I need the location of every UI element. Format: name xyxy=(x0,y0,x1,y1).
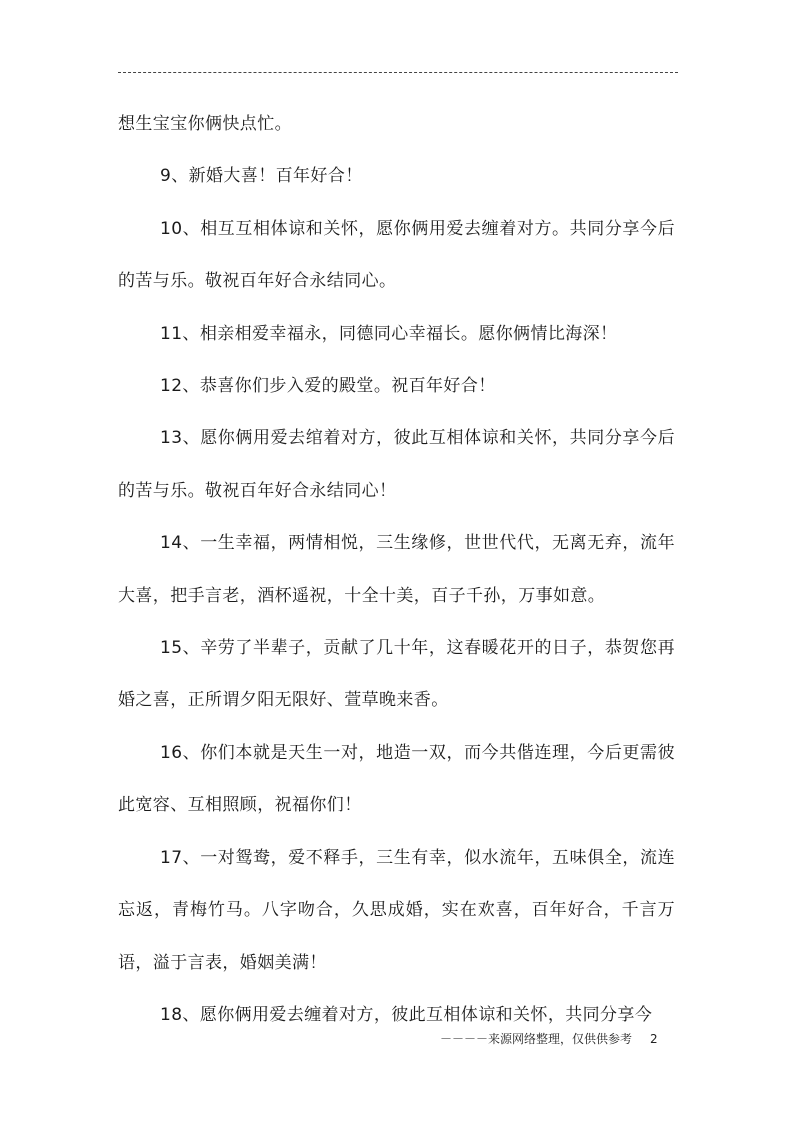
paragraph: 14、一生幸福，两情相悦，三生缘修，世世代代，无离无弃，流年大喜，把手言老，酒杯遥祝，十全十美，百子千孙，万事如意。 xyxy=(118,533,675,606)
page-number: 2 xyxy=(650,1032,658,1046)
document-body xyxy=(118,98,675,1041)
paragraph: 9、新婚大喜！百年好合！ xyxy=(160,166,363,187)
paragraph: 想生宝宝你俩快点忙。 xyxy=(118,114,292,134)
paragraph: 10、相互互相体谅和关怀，愿你俩用爱去缠着对方。共同分享今后的苦与乐。敬祝百年好合永结同心。 xyxy=(118,218,675,292)
header-dashed-rule xyxy=(118,72,678,73)
paragraph: 16、你们本就是天生一对，地造一双，而今共偕连理，今后更需彼此宽容、互相照顾，祝福你们！ xyxy=(118,742,675,816)
footer-source-note: －－－－来源网络整理，仅供供参考 xyxy=(440,1032,633,1046)
paragraph: 18、愿你俩用爱去缠着对方，彼此互相体谅和关怀，共同分享今 xyxy=(160,1004,653,1025)
page-footer xyxy=(440,1030,658,1047)
paragraph: 13、愿你俩用爱去绾着对方，彼此互相体谅和关怀，共同分享今后的苦与乐。敬祝百年好合永结同心！ xyxy=(118,428,675,501)
paragraph: 11、相亲相爱幸福永，同德同心幸福长。愿你俩情比海深！ xyxy=(160,323,618,344)
paragraph: 17、一对鸳鸯，爱不释手，三生有幸，似水流年，五味俱全，流连忘返，青梅竹马。八字吻合，久思成婚，实在欢喜，百年好合，千言万语，溢于言表，婚姻美满！ xyxy=(118,847,675,973)
paragraph: 12、恭喜你们步入爱的殿堂。祝百年好合！ xyxy=(160,376,496,397)
paragraph: 15、辛劳了半辈子，贡献了几十年，这春暖花开的日子，恭贺您再婚之喜，正所谓夕阳无限好、萱草晚来香。 xyxy=(118,638,675,711)
